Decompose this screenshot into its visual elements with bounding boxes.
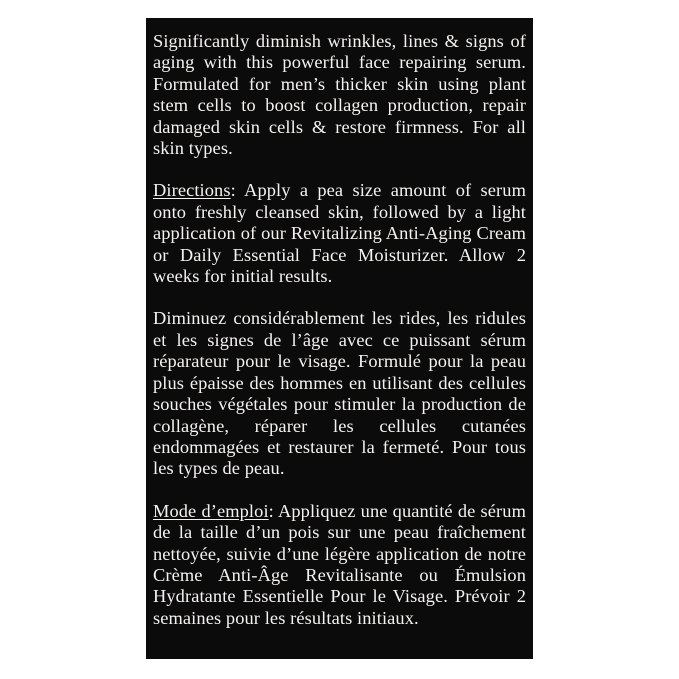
french-description-paragraph: Diminuez considérablement les rides, les ridules et les signes de l’âge avec ce puissant sérum réparateur pour le visage. Formulé pour la peau plus épaisse des hommes en utilisant des cellules souches végétales pour stimuler la production de collagène, réparer les cellules cutanées endommagées et restaurer la fermeté. Pour tous les types de peau. <box>153 308 526 479</box>
english-description-paragraph: Significantly diminish wrinkles, lines & signs of aging with this powerful face repairing serum. Formulated for men’s thicker skin using plant stem cells to boost collagen production, repair damaged skin cells & restore firmness. For all skin types. <box>153 31 526 159</box>
serum-back-label-panel <box>146 18 533 659</box>
english-directions-paragraph <box>153 180 526 287</box>
directions-text: Apply a pea size amount of serum onto freshly cleansed skin, followed by a light application of our Revitalizing Anti-Aging Cream or Daily Essential Face Moisturizer. Allow 2 weeks for initial results. <box>153 180 526 287</box>
mode-demploi-text: Appliquez une quantité de sérum de la taille d’un pois sur une peau fraîchement nettoyée, suivie d’une légère application de notre Crème Anti-Âge Revitalisante ou Émulsion Hydratante Essentielle Pour le Visage. Prévoir 2 semaines pour les résultats initiaux. <box>153 500 526 628</box>
mode-demploi-heading-separator: : <box>268 500 278 521</box>
french-directions-paragraph <box>153 501 526 629</box>
directions-heading-separator: : <box>230 180 245 201</box>
directions-heading: Directions <box>153 180 231 201</box>
mode-demploi-heading: Mode d’emploi <box>153 500 269 521</box>
